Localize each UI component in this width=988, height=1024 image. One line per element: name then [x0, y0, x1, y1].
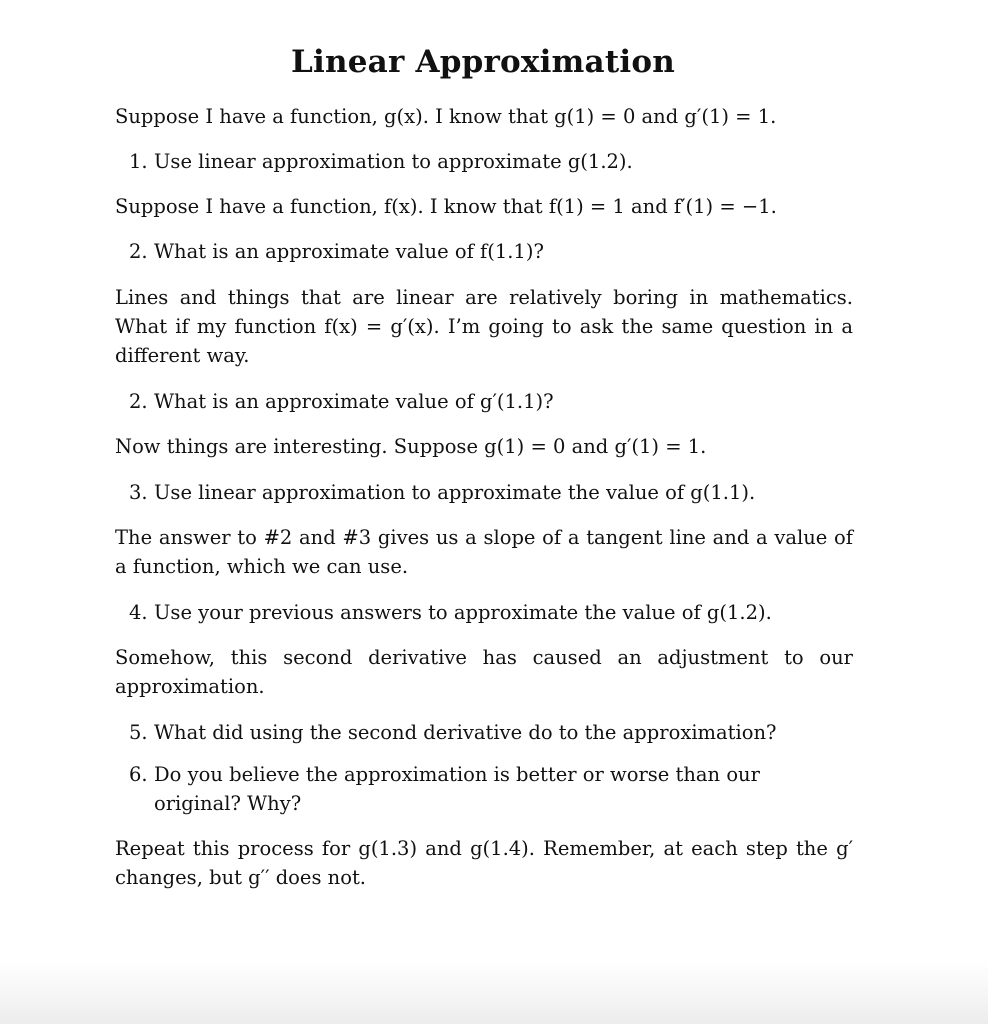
- list-item-text: What is an approximate value of g′(1.1)?: [154, 390, 554, 413]
- list-item-text: Use linear approximation to approximate the value of g(1.1).: [154, 481, 756, 504]
- list-item-text: Do you believe the approximation is better or worse than our original? Why?: [154, 763, 760, 815]
- list-item-number: 4.: [129, 601, 148, 624]
- list-item-4: [129, 598, 853, 627]
- list-item-text: Use linear approximation to approximate g(1.2).: [154, 150, 633, 173]
- list-item-6: [129, 760, 853, 818]
- list-item-3: [129, 478, 853, 507]
- paragraph-answers: The answer to #2 and #3 gives us a slope of a tangent line and a value of a function, which we can use.: [115, 526, 853, 578]
- list-item-5: [129, 718, 853, 747]
- paragraph-repeat: Repeat this process for g(1.3) and g(1.4). Remember, at each step the g′ changes, but g′′ does not.: [115, 837, 853, 889]
- list-item-text: Use your previous answers to approximate the value of g(1.2).: [154, 601, 772, 624]
- list-item-number: 5.: [129, 721, 148, 744]
- list-item-text: What is an approximate value of f(1.1)?: [154, 240, 544, 263]
- paragraph-intro-g: Suppose I have a function, g(x). I know that g(1) = 0 and g′(1) = 1.: [115, 105, 777, 128]
- paragraph-now-interesting: Now things are interesting. Suppose g(1) = 0 and g′(1) = 1.: [115, 435, 707, 458]
- list-item-number: 6.: [129, 763, 148, 786]
- list-item-2: [129, 237, 853, 266]
- list-item-number: 2.: [129, 390, 148, 413]
- list-item-number: 1.: [129, 150, 148, 173]
- list-item-2b: [129, 387, 853, 416]
- paragraph-second-derivative: Somehow, this second derivative has caused an adjustment to our approximation.: [115, 646, 853, 698]
- paragraph-intro-f: Suppose I have a function, f(x). I know that f(1) = 1 and f′(1) = −1.: [115, 195, 777, 218]
- page-title: Linear Approximation: [291, 44, 675, 80]
- list-item-1: [129, 147, 853, 176]
- list-item-number: 3.: [129, 481, 148, 504]
- paragraph-linear-boring: Lines and things that are linear are relatively boring in mathematics. What if my function f(x) = g′(x). I’m going to ask the same question in a different way.: [115, 286, 853, 367]
- list-item-number: 2.: [129, 240, 148, 263]
- list-item-text: What did using the second derivative do to the approximation?: [154, 721, 777, 744]
